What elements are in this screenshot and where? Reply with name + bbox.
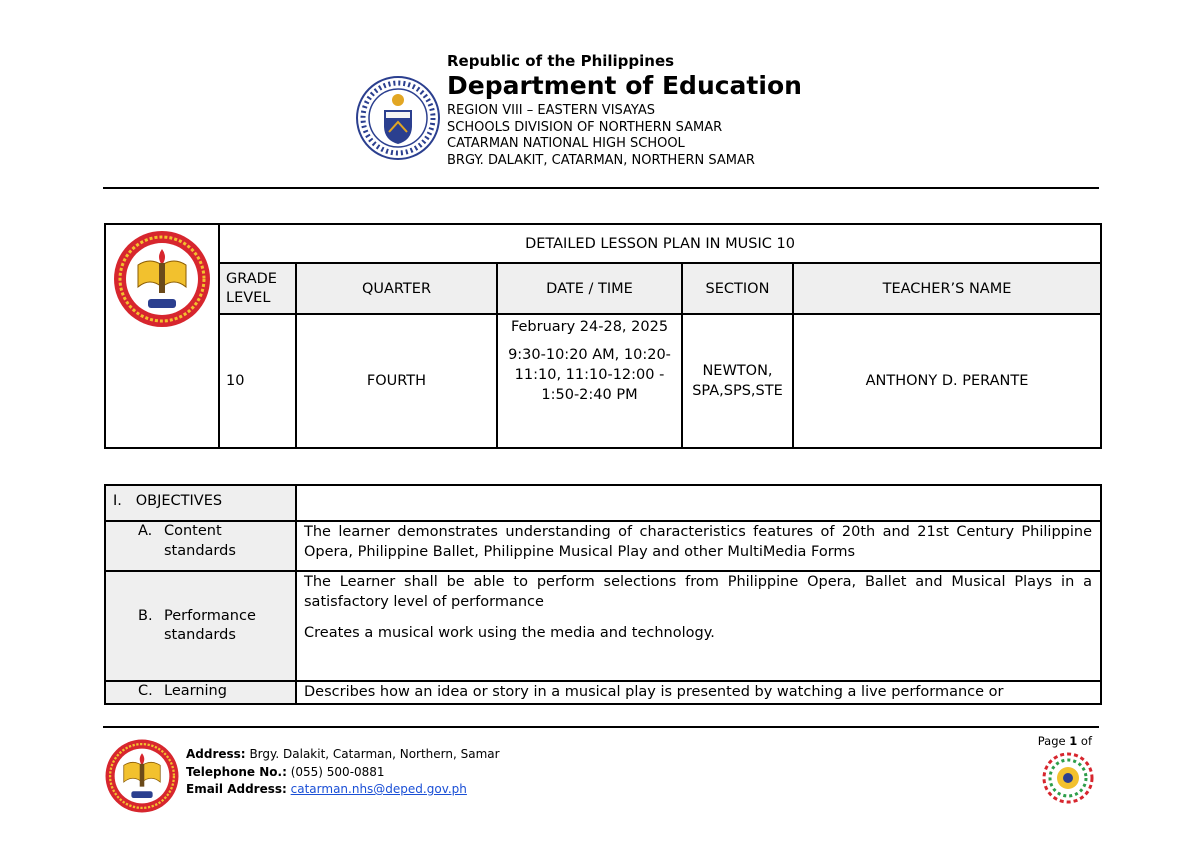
grade-level-value: 10 <box>219 314 296 448</box>
deped-letterhead <box>447 52 802 169</box>
content-standards-label <box>105 521 296 571</box>
objectives-heading <box>105 485 296 521</box>
school-logo <box>112 229 212 329</box>
page-suffix: of <box>1080 734 1092 748</box>
lesson-date: February 24-28, 2025 <box>510 319 669 335</box>
date-time-header: DATE / TIME <box>497 263 682 314</box>
header-divider <box>103 187 1099 189</box>
performance-standards-label <box>105 571 296 681</box>
address-label: Address: <box>186 747 246 761</box>
footer-school-logo <box>104 738 180 814</box>
item-label: Learning <box>164 683 227 699</box>
item-letter: C. <box>138 683 153 699</box>
footer-address <box>186 746 500 764</box>
page-prefix: Page <box>1037 734 1066 748</box>
footer-contact <box>186 746 500 799</box>
address-value: Brgy. Dalakit, Catarman, Northern, Samar <box>249 747 500 761</box>
deped-seal-logo <box>356 76 440 160</box>
phone-value: (055) 500-0881 <box>290 764 385 779</box>
region-line: REGION VIII – EASTERN VISAYAS <box>447 103 655 118</box>
school-line: CATARMAN NATIONAL HIGH SCHOOL <box>447 136 685 151</box>
footer-email <box>186 781 500 799</box>
section-value: NEWTON, SPA,SPS,STE <box>682 314 793 448</box>
republic-label: Republic of the Philippines <box>447 52 675 70</box>
address-line: BRGY. DALAKIT, CATARMAN, NORTHERN SAMAR <box>447 152 755 168</box>
quarter-value: FOURTH <box>296 314 497 448</box>
objectives-heading-blank <box>296 485 1101 521</box>
department-title: Department of Education <box>447 71 802 100</box>
teacher-name-value: ANTHONY D. PERANTE <box>793 314 1101 448</box>
item-letter: B. <box>138 607 153 624</box>
lesson-plan-title: DETAILED LESSON PLAN IN MUSIC 10 <box>219 224 1101 263</box>
footer-divider <box>103 726 1099 728</box>
objectives-heading-label: OBJECTIVES <box>135 493 223 509</box>
school-logo-cell <box>105 224 219 448</box>
learning-competencies-text: Describes how an idea or story in a musical play is presented by watching a live performance or <box>296 681 1101 704</box>
performance-standard-paragraph: The Learner shall be able to perform selections from Philippine Opera, Ballet and Musical Plays in a satisfactory level of performance <box>304 574 1092 610</box>
grade-level-header: GRADE LEVEL <box>219 263 296 314</box>
footer-phone <box>186 764 500 782</box>
learning-competencies-label <box>105 681 296 704</box>
item-letter: A. <box>138 523 153 539</box>
item-label: Content standards <box>164 523 236 559</box>
objectives-table <box>104 484 1102 705</box>
performance-standards-text <box>296 571 1101 681</box>
section-header: SECTION <box>682 263 793 314</box>
footer-badge-logo <box>1042 752 1094 804</box>
page-number-value: 1 <box>1069 734 1078 748</box>
page-number <box>1038 734 1092 748</box>
teacher-name-header: TEACHER’S NAME <box>793 263 1101 314</box>
division-line: SCHOOLS DIVISION OF NORTHERN SAMAR <box>447 119 723 135</box>
phone-label: Telephone No.: <box>186 764 287 779</box>
lesson-time: 9:30-10:20 AM, 10:20-11:10, 11:10-12:00 - 1:50-2:40 PM <box>508 347 671 403</box>
objectives-number: I. <box>113 493 122 509</box>
content-standards-text: The learner demonstrates understanding of characteristics features of 20th and 21st Century Philippine Opera, Philippine Ballet, Philippine Musical Play and other MultiMedia Forms <box>296 521 1101 571</box>
performance-standard-paragraph: Creates a musical work using the media and technology. <box>304 625 715 641</box>
email-link[interactable]: catarman.nhs@deped.gov.ph <box>290 782 467 796</box>
date-time-value <box>497 314 682 448</box>
lesson-plan-info-table <box>104 223 1102 449</box>
quarter-header: QUARTER <box>296 263 497 314</box>
email-label: Email Address: <box>186 782 287 796</box>
item-label: Performance standards <box>164 607 256 643</box>
